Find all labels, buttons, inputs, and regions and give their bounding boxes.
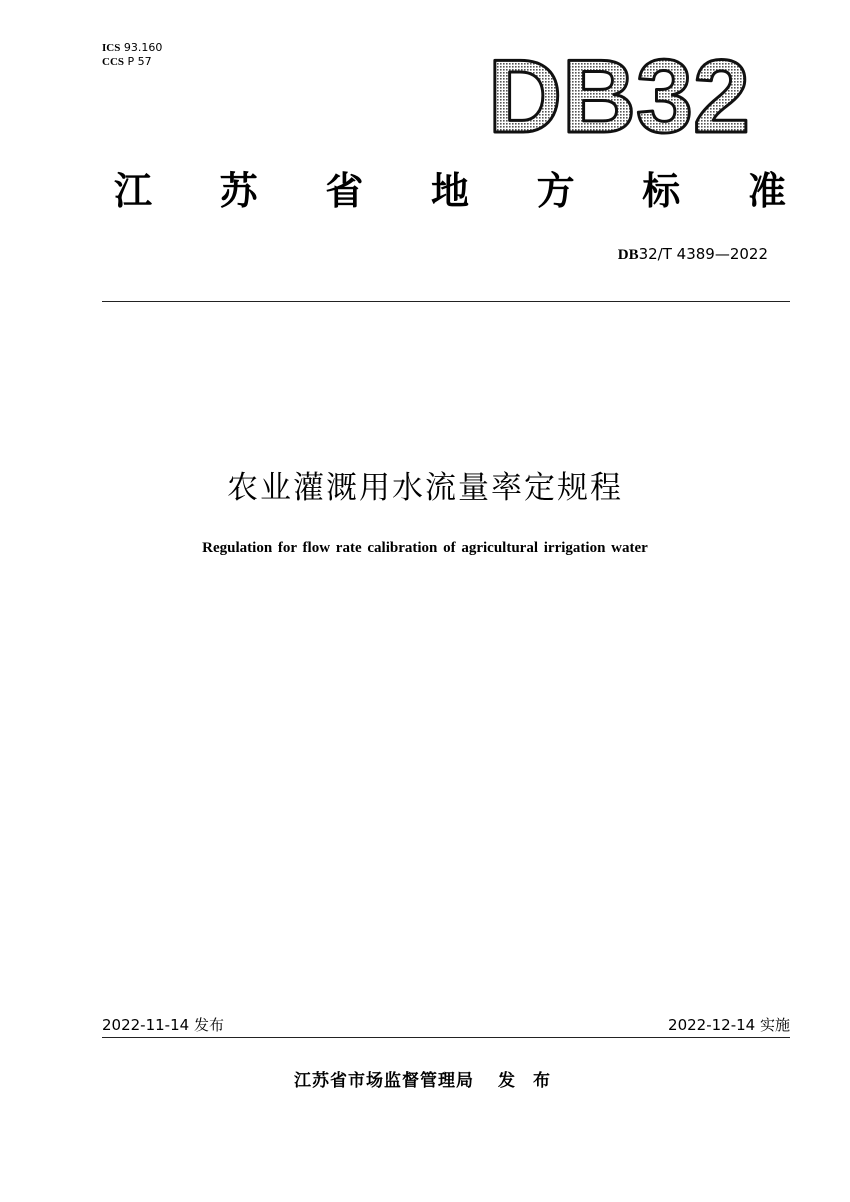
- publisher-line: [0, 1066, 850, 1091]
- standard-number-prefix: DB: [617, 247, 639, 263]
- ccs-code: [102, 55, 152, 69]
- implementation-date: 2022-12-14 实施: [668, 1016, 790, 1034]
- standard-number: [618, 245, 768, 264]
- province-title-char: 地: [430, 168, 469, 213]
- province-title-char: 标: [642, 168, 681, 213]
- province-title-char: 方: [536, 168, 575, 213]
- province-title-char: 江: [114, 168, 153, 213]
- footer-divider: [102, 1037, 790, 1038]
- ccs-label: CCS: [102, 56, 125, 68]
- province-title-char: 苏: [219, 168, 258, 213]
- header-divider: [102, 301, 790, 302]
- standard-number-rest: 32/T 4389—2022: [638, 245, 768, 263]
- document-title-cn: 农业灌溉用水流量率定规程: [227, 470, 623, 506]
- province-title-char: 准: [747, 168, 786, 213]
- db32-logo-text: DB32: [488, 48, 750, 140]
- ccs-value: P 57: [127, 55, 152, 68]
- province-title-char: 省: [325, 168, 364, 213]
- db32-logo: [488, 48, 750, 140]
- document-title-en: Regulation for flow rate calibration of agricultural irrigation water: [202, 540, 648, 556]
- ics-value: 93.160: [123, 41, 163, 54]
- publisher-org: 江苏省市场监督管理局: [294, 1071, 475, 1091]
- ics-label: ICS: [102, 42, 121, 54]
- ics-code: [102, 41, 162, 55]
- publisher-action: 发 布: [498, 1071, 556, 1091]
- province-standard-title: [114, 160, 786, 214]
- issue-date: 2022-11-14 发布: [102, 1016, 224, 1034]
